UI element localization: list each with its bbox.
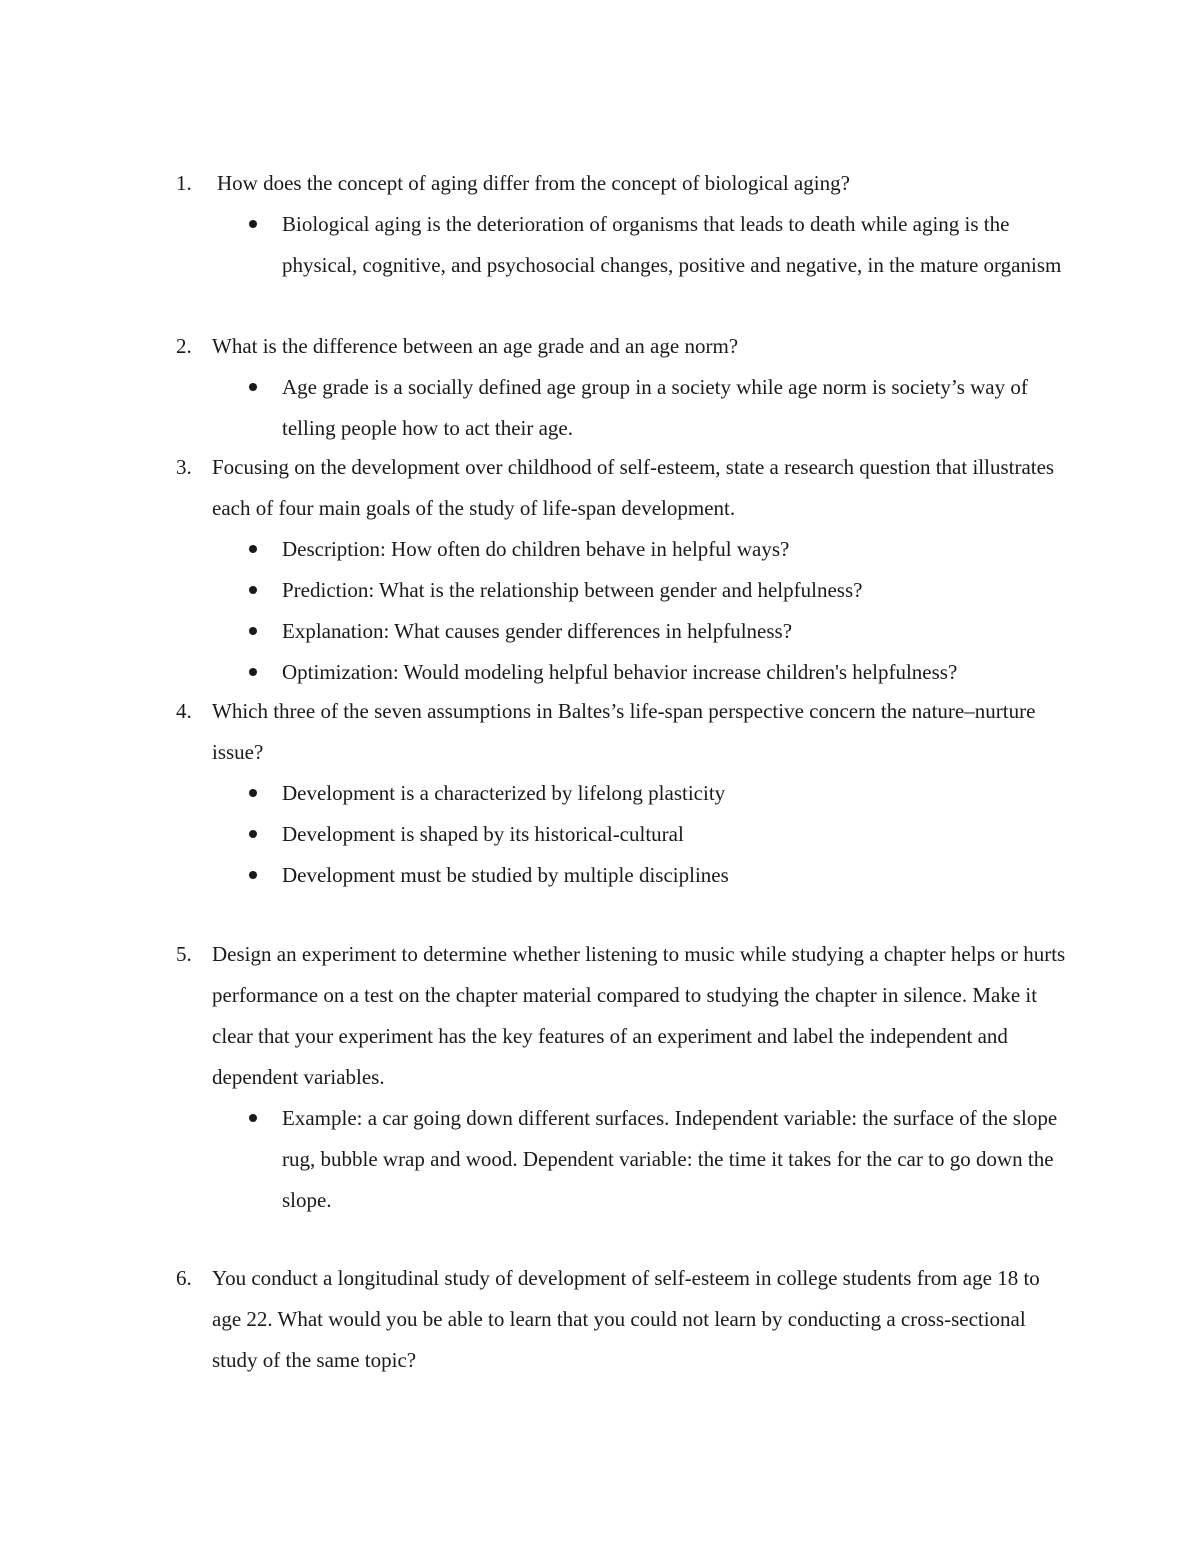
- answer-item: [282, 814, 1072, 855]
- question-number: 5.: [176, 942, 192, 966]
- question-number: 6.: [176, 1266, 192, 1290]
- question-1: [176, 163, 1066, 286]
- answer-text: Development must be studied by multiple disciplines: [282, 863, 729, 887]
- bullet-icon: [249, 871, 257, 879]
- question-number: 1.: [176, 171, 192, 195]
- answer-text: Development is a characterized by lifelong plasticity: [282, 781, 726, 805]
- bullet-icon: [249, 830, 257, 838]
- answer-text: Biological aging is the deterioration of organisms that leads to death while aging is the physical, cognitive, and psychosocial changes, positive and negative, in the mature organism: [282, 212, 1062, 277]
- answer-item: [282, 1098, 1072, 1221]
- answer-item: [282, 652, 1072, 693]
- question-3: [176, 447, 1066, 693]
- answer-item: [282, 855, 1072, 896]
- question-text: Design an experiment to determine whether listening to music while studying a chapter helps or hurts performance on a test on the chapter material compared to studying the chapter in silence. Make it clear that your experiment has the key features of an experiment and label the independent and dependent variables.: [212, 942, 1066, 1089]
- answer-item: [282, 204, 1072, 286]
- question-4: [176, 691, 1066, 896]
- answer-text: Development is shaped by its historical-cultural: [282, 822, 684, 846]
- question-number: 4.: [176, 699, 192, 723]
- answer-text: Explanation: What causes gender differences in helpfulness?: [282, 619, 793, 643]
- bullet-icon: [249, 383, 257, 391]
- question-text: What is the difference between an age grade and an age norm?: [212, 334, 739, 358]
- question-number: 2.: [176, 334, 192, 358]
- answer-item: [282, 367, 1072, 449]
- bullet-icon: [249, 220, 257, 228]
- question-text: Which three of the seven assumptions in Baltes’s life-span perspective concern the nature–nurture issue?: [212, 699, 1036, 764]
- answer-item: [282, 570, 1072, 611]
- answer-list: [176, 204, 1066, 286]
- answer-text: Example: a car going down different surfaces. Independent variable: the surface of the slope rug, bubble wrap and wood. Dependent variable: the time it takes for the car to go down the slope.: [282, 1106, 1058, 1212]
- question-2: [176, 326, 1066, 449]
- bullet-icon: [249, 627, 257, 635]
- question-6: [176, 1258, 1066, 1381]
- answer-item: [282, 611, 1072, 652]
- answer-item: [282, 773, 1072, 814]
- answer-item: [282, 529, 1072, 570]
- question-number: 3.: [176, 455, 192, 479]
- question-text: Focusing on the development over childhood of self-esteem, state a research question that illustrates each of four main goals of the study of life-span development.: [212, 455, 1055, 520]
- answer-list: [176, 1098, 1066, 1221]
- answer-text: Optimization: Would modeling helpful behavior increase children's helpfulness?: [282, 660, 958, 684]
- answer-text: Description: How often do children behave in helpful ways?: [282, 537, 790, 561]
- answer-list: [176, 367, 1066, 449]
- answer-text: Prediction: What is the relationship between gender and helpfulness?: [282, 578, 863, 602]
- answer-list: [176, 529, 1066, 693]
- bullet-icon: [249, 545, 257, 553]
- bullet-icon: [249, 1114, 257, 1122]
- bullet-icon: [249, 586, 257, 594]
- question-text: You conduct a longitudinal study of development of self-esteem in college students from age 18 to age 22. What would you be able to learn that you could not learn by conducting a cross-sectional study of the same topic?: [212, 1266, 1040, 1372]
- question-text: How does the concept of aging differ from the concept of biological aging?: [217, 171, 850, 195]
- answer-text: Age grade is a socially defined age group in a society while age norm is society’s way of telling people how to act their age.: [282, 375, 1028, 440]
- answer-list: [176, 773, 1066, 896]
- bullet-icon: [249, 668, 257, 676]
- question-5: [176, 934, 1066, 1221]
- bullet-icon: [249, 789, 257, 797]
